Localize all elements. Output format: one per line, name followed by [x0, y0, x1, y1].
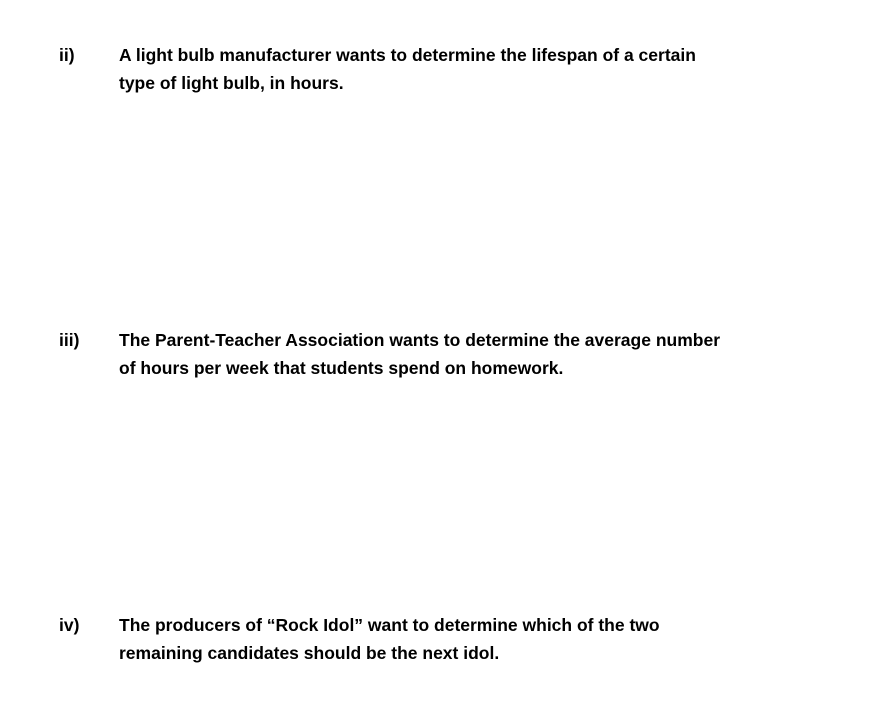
question-number: iii) — [59, 330, 80, 350]
question-text-line: of hours per week that students spend on homework. — [119, 357, 564, 378]
question-text-line: remaining candidates should be the next idol. — [119, 642, 500, 663]
question-text — [119, 42, 839, 97]
question-number: iv) — [59, 615, 80, 635]
question-text-line: The producers of “Rock Idol” want to determine which of the two — [119, 615, 660, 635]
question-text-line: A light bulb manufacturer wants to determine the lifespan of a certain — [119, 45, 696, 65]
question-number: ii) — [59, 45, 75, 65]
question-text — [119, 612, 839, 667]
question-text — [119, 327, 839, 382]
question-text-line: type of light bulb, in hours. — [119, 72, 344, 93]
question-text-line: The Parent-Teacher Association wants to determine the average number — [119, 330, 720, 350]
